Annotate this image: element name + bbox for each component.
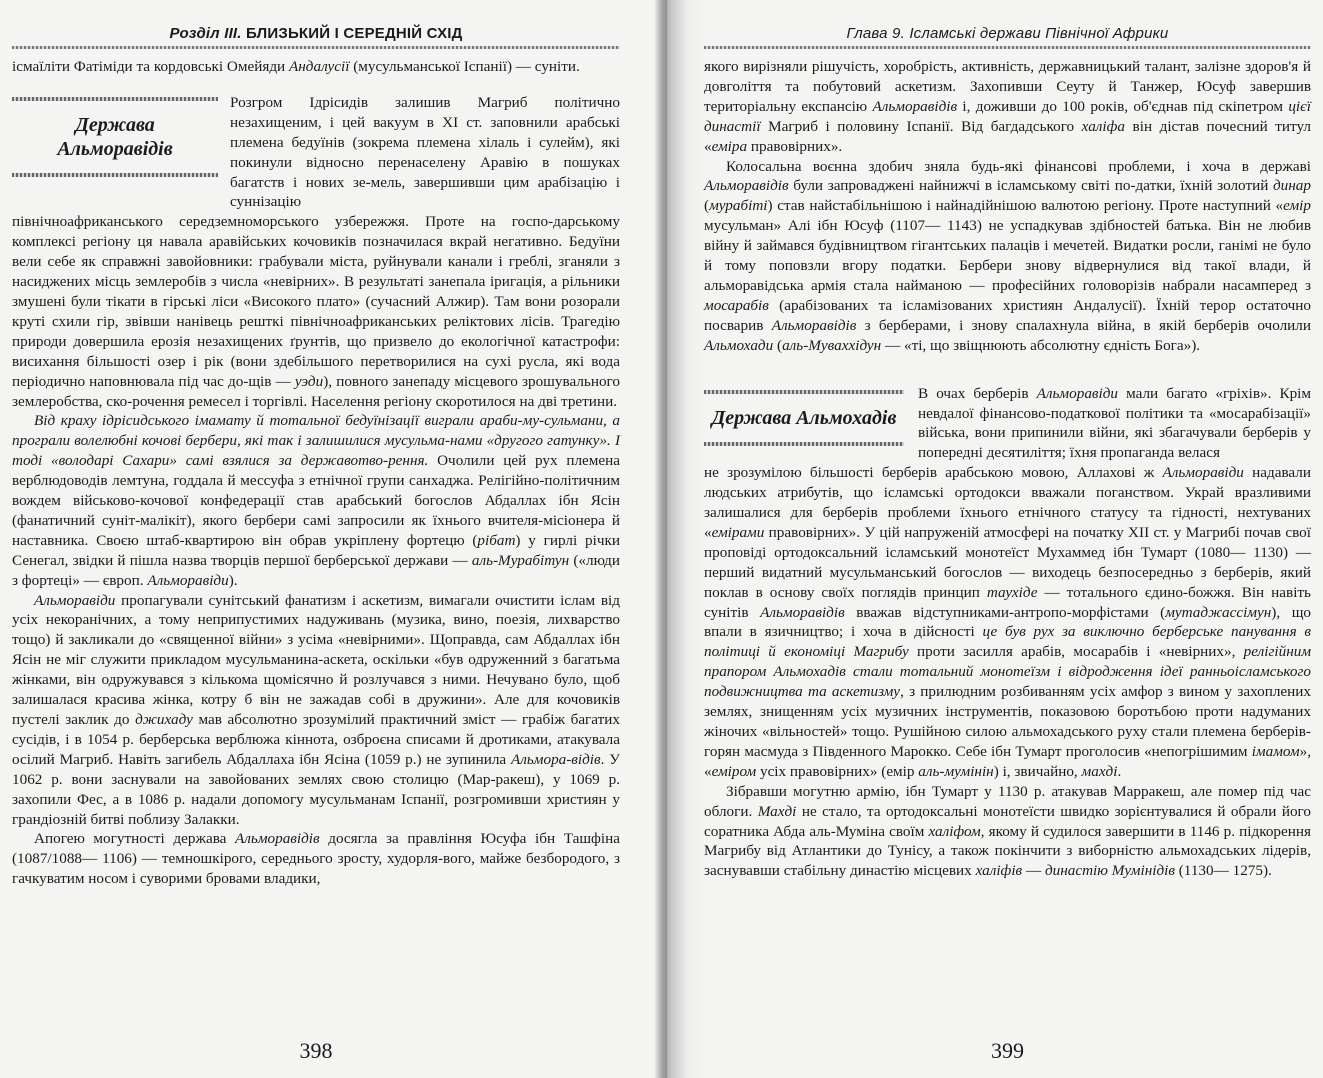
paragraph: не зрозумілою більшості берберів арабською мовою, Аллахові ж Альморавіди надавали людських атрибутів, що ісламські ортодокси вважали поганством. Украй вразливими залишалися для берберів проблеми їхнього етнічного статусу та гідності, нехтуваних «емірами правовірних». У цій напруженій атмосфері на початку XII ст. у Магрибі почав свої проповіді ортодоксальний ісламський монотеїст Мухаммед ібн Тумарт (1080— 1130) — перший видатний мусульманський богослов — виходець безпосередньо з берберів, який поклав в основу своїх поглядів принцип таухіде — тотального єдино-божжя. Він навіть сунітів Альморавідів вважав відступниками-антропо-морфістами (мутаджассімун), що впали в язичництво; і хоча в дійсності це був рух за виключно берберське панування в політиці й економіці Магрибу проти засилля арабів, мосарабів і «невірних», релігійним прапором Альмохадів стали тотальний монотеїзм і відродження ідеї ранньоісламського подвижництва та аскетизму, з прилюдним розбиванням усіх амфор з вином у захоплених землях, знищенням усіх музичних інструментів, показовою боротьбою проти надуманих жіночих «вільностей» тощо. Рушійною силою альмохадського руху стали племена берберів-горян масмуда з Південного Марокко. Себе ібн Тумарт проголосив «непогрішимим імамом», «еміром усіх правовірних» (емір аль-мумінін) і, звичайно, махді. [704, 464, 1312, 780]
paragraph: Зібравши могутню армію, ібн Тумарт у 1130 р. атакував Марракеш, але помер під час облоги. Махді не стало, та ортодоксальні монотеїсти швидко зорієнтувалися й обрали його соратника Абда аль-Мумінa своїм халіфом, якому й судилося завершити в 1146 р. підкорення Магрибу від Атлантики до Тунісу, а також покінчити з виборністю альмохадських лідерів, заснувавши стабільну династію місцевих халіфів — династію Мумінідів (1130— 1275). [704, 782, 1311, 880]
right-running-head: Глава 9. Ісламські держави Північної Африки [846, 25, 1169, 42]
paragraph: ісмаїліти Фатіміди та кордовські Омейяди Андалусії (мусульманської Іспанії) — суніти. [12, 58, 580, 75]
book-gutter [655, 0, 667, 1078]
right-page [662, 0, 1323, 1078]
page-number: 399 [991, 1038, 1024, 1063]
paragraph: якого вирізняли рішучість, хоробрість, активність, державницький талант, залізне здоров'я й довголіття та побутовий аскетизм. Захопивши Сеуту й Танжер, Юсуф завершив територіальну експансію Альморавідів і, доживши до 100 років, об'єднав під скіпетром цієї династії Магриб і половину Іспанії. Від багдадського халіфа він дістав почесний титул «еміра правовірних». [704, 58, 1311, 155]
header-rule [704, 46, 1311, 49]
paragraph: В очах берберів Альморавіди мали багато «гріхів». Крім невдалої фінансово-податкової політики та «мосарабізації» війська, вони припинили війни, які збагачували берберів у попередні десятиліття; їхня пропаганда велася [918, 384, 1311, 462]
section-almoravids [12, 93, 620, 212]
header-rule [12, 46, 620, 49]
section-almohads [704, 384, 1311, 464]
paragraph: Розгром Ідрісидів залишив Магриб політично незахищеним, і цей вакуум в XI ст. заповнили арабські племена бедуїнів (зокрема племена хілаль і сулейм), які покинули відносно перенаселену Аравію в пошуках багатств і нових зе-мель, завершивши цим арабізацію і суннізацію [230, 93, 620, 211]
page-number: 398 [299, 1038, 333, 1063]
section-title-almoravids: Держава Альморавідів [12, 97, 218, 177]
paragraph: Альморавіди пропагували сунітський фанатизм і аскетизм, вимагали очистити іслам від усіх некоранічних, а тому неприпустимих надуживань (музика, вино, поезія, лихварство тощо) й закликали до «священної війни» з усіма «невірними». Щоправда, сам Абдаллах ібн Ясін не міг служити прикладом мусульманина-аскета, оскільки «був одруженний з багатьма жінками, він одружувався з кількома щомісячно й розлучався з ними. Нечувано було, щоб залишалася красива жінка, котру б він не зажадав собі в дружини». Але для кочовиків пустелі заклик до джихаду мав абсолютно зрозумілий практичний зміст — грабіж багатих сусідів, і в 1054 р. берберська верблюжа кіннота, озброєна списами й дротиками, атакувала осілий Магриб. Навіть загибель Абдаллаха ібн Ясіна (1059 р.) не зупинила Альмора-відів. У 1062 р. вони заснували на завойованих землях свою столицю (Мар-ракеш), у 1069 р. захопили Фес, а в 1086 р. надали допомогу мусульманам Іспанії, розгромивши християн у грандіозній битві поблизу Залакки. [12, 591, 620, 828]
left-running-head: Розділ ІІІ. БЛИЗЬКИЙ І СЕРЕДНІЙ СХІД [169, 25, 463, 42]
paragraph: Колосальна воєнна здобич зняла будь-які фінансові проблеми, і хоча в державі Альморавідів були запроваджені найнижчі в ісламському світі по-датки, їхній золотий динар (мурабіті) став найстабільнішою і найнадійнішою валютою регіону. Проте наступний «емір мусульман» Алі ібн Юсуф (1107— 1143) не успадкував здібностей батька. Він не любив війну й займався будівництвом гігантських палаців і мечетей. Видатки росли, ганімі не було й тому поповзли вгору податки. Бербери знову відвернулися від такої влади, й альморавідська армія стала найманою — професійних головорізів набрали насамперед з мосарабів (арабізованих та ісламізованих християн Андалусії). Їхній терор остаточно посварив Альморавідів з берберами, і знову спалахнула війна, в якій берберів очолили Альмохади (аль-Мувахxідун — «ті, що звіщнюють абсолютну єдність Бога»). [704, 157, 1311, 354]
paragraph: північноафриканського середземноморського узбережжя. Проте на госпо-дарському комплексі регіону ця навала аравійських кочовиків позначилася вкрай негативно. Бедуїни вели себе як справжні завойовники: грабували міста, руйнували канали і греблі, зганяли з насиджених місць землеробів з числа «невірних». В результаті занепала іригація, а рільники змушені були тікати в гірські ліси «Високого плато» (сучасний Алжир). Там вони розорали круті схили гір, звівши нанівець решткі північноафриканських реліктових лісів. Трагедію природи довершила ерозія незахищених ґрунтів, що призвело до екологічної катастрофи: висихання більшості озер і рік (вони здебільшого перетворилися на сухі русла, які вода періодично наповнювала під час до-щів — уэди), повного занепаду місцевого зрошувального землеробства, ско-рочення ремесел і торгівлі. Населення регіону скоротилося на дві третини. [12, 213, 620, 410]
paragraph: Апогею могутності держава Альморавідів досягла за правління Юсуфа ібн Ташфіна (1087/1088— 1106) — темношкірого, середнього зросту, худорля-вого, майже безбородого, з гачкуватим носом і суворими бровами владики, [12, 830, 620, 888]
section-title-almohads: Держава Альмохадів [704, 390, 904, 446]
paragraph: Від краху ідрісидського імамату й тотальної бедуїнізації виграли араби-му-сульмани, а програли волелюбні кочові бербери, які так і залишилися мусульма-нами «другого гатунку». І тоді «володарі Сахари» самі взялися за державотво-рення. Очолили цей рух племена верблюдоводів лемтуна, годдала й мессуфа з етнічної групи санхаджа. Релігійно-політичним вождем військово-кочової конфедерації став арабський богослов Абдаллах ібн Ясін (фанатичний суніт-малікіт), якого бербери самі запросили як їхнього вчителя-місіонера й наставника. Своєю штаб-квартирою він обрав укріплену фортецю (рібат) у гирлі річки Сенегал, звідки й пішла назва творців першої берберської держави — аль-Мурабітун («люди з фортеці» — європ. Альморавіди). [12, 412, 620, 589]
